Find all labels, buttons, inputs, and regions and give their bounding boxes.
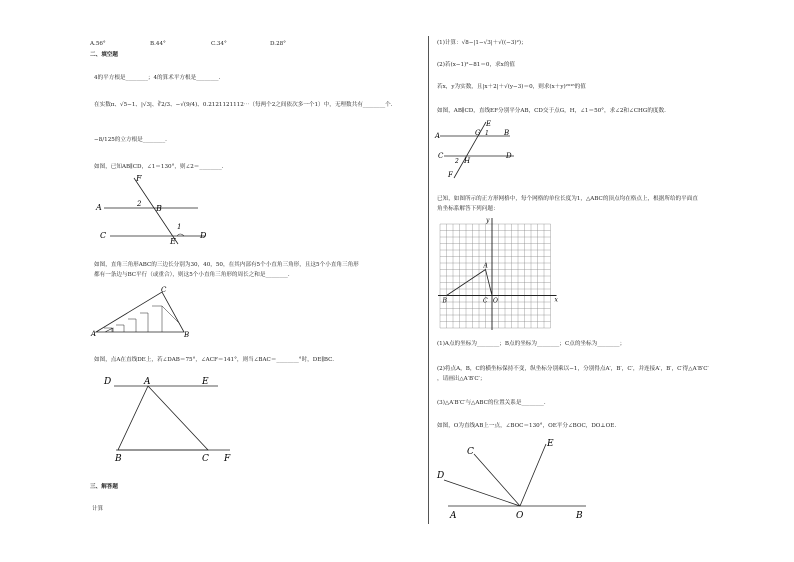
question-calc-1: (1)计算：√8−|1−√3|＋√((−3)²)； [437,40,527,46]
choice-c: C.34° [211,41,227,47]
label-e: E [170,237,176,246]
label-b: B [115,454,122,464]
label-b: B [184,331,190,339]
label-angle-1: 1 [485,130,489,137]
question-grid-line1: 已知，如图所示的正方形网格中，每个网格的单位长度为1，△ABC的顶点均在格点上，根据所给的平面直 [437,196,698,202]
label-a: A [91,330,97,338]
label-angle-2: 2 [137,200,142,208]
label-f: F [136,174,142,183]
choice-a: A.56° [90,41,106,47]
label-b: B [504,129,510,137]
question-reflect-line1: (2)将点A，B，C的横坐标保持不变，纵坐标分别乘以−1，分别得点A′，B′，C′，并连接A′，B′，C′得△A′B′C′ [437,366,709,372]
section-3-title: 三、解答题 [90,484,118,490]
figure-parallel-lines [90,170,220,246]
label-d: D [437,471,445,481]
label-e: E [202,377,209,387]
label-c: C [100,231,107,240]
column-divider [428,36,429,524]
question-solve-x: (2)若(x−1)²−81＝0，求x的值 [437,62,516,68]
choice-b: B.44° [150,41,166,47]
label-d: D [506,152,512,160]
label-c: C [161,286,167,294]
question-triangles-line2: 都有一条边与BC平行（或重合），则这5个小直角三角形的周长之和是________. [94,272,290,278]
label-b: B [156,204,162,213]
label-x: x [554,296,558,304]
label-e: E [547,439,554,449]
label-c: C [467,447,474,457]
label-a: A [483,262,488,270]
label-y: y [486,217,490,224]
label-h: H [464,157,471,165]
question-angle-bisector: 如图，O为直线AB上一点，∠BOC＝130°，OE平分∠BOC，DO⊥OE. [437,423,617,429]
label-e: E [486,120,492,128]
question-parallel-bisect: 如图，AB∥CD，直线EF分别平分AB，CD交于点G，H，∠1＝50°，求∠2和∠CHG的度数. [437,108,666,114]
label-b: B [576,511,583,521]
question-xy-power: 若x，y为实数，且|x＋2|＋√(y−3)＝0，则求(x＋y)²⁰¹⁶的值 [437,84,586,90]
choice-d: D.28° [270,41,286,47]
section-2-title: 二、填空题 [90,52,118,58]
figure-triangle-lines [100,372,240,464]
question-square-root: 4的平方根是________；4的算术平方根是________. [94,75,221,81]
label-d: D [200,231,207,240]
label-d: D [104,377,112,387]
question-reflect-line2: ，请画出△A′B′C′； [437,376,486,382]
coordinate-grid [434,212,558,336]
calculate-label: 计算 [92,506,104,512]
label-b: B [442,297,447,305]
label-angle-2: 2 [455,158,459,165]
label-f: F [224,454,231,464]
question-parallel-angle: 如图，已知AB∥CD，∠1＝130°，则∠2＝________. [94,164,224,170]
question-cube-root: −8/125的立方根是________. [94,137,167,143]
question-triangles-line1: 如图，直角三角形ABC的三边长分别为30，40，50，在其内部有5个小直角三角形，且这5个小直角三角形 [94,262,359,268]
figure-right-triangle [90,284,200,340]
question-grid-line2: 角坐标系解答下列问题： [437,206,499,212]
label-c: C [438,152,444,160]
question-irrational: 在实数π、√5−1、|√3|、∛2/3、−√(9/4)、0.2121121112⋯（每两个2之间依次多一个1）中，无理数共有________个. [94,102,393,108]
label-o: O [493,297,498,305]
figure-transversal [434,118,524,180]
label-f: F [448,171,453,179]
label-a: A [450,511,457,521]
question-position-relation: (3)△A′B′C′与△ABC的位置关系是________. [437,400,546,406]
label-c: C [202,454,209,464]
label-a: A [96,203,102,212]
label-angle-1: 1 [177,223,182,231]
label-o: O [516,511,524,521]
question-coordinates: (1)A点的坐标为________；B点的坐标为________；C点的坐标为________； [437,341,626,347]
label-g: G [475,129,481,137]
label-a: A [435,132,441,140]
label-a: A [144,377,151,387]
label-c: C [483,297,488,305]
question-de-parallel-bc: 如图，点A在直线DE上，若∠DAB＝75°，∠ACF＝141°，则当∠BAC＝________°时，DE∥BC. [94,357,335,363]
figure-angle-rays [434,434,594,521]
